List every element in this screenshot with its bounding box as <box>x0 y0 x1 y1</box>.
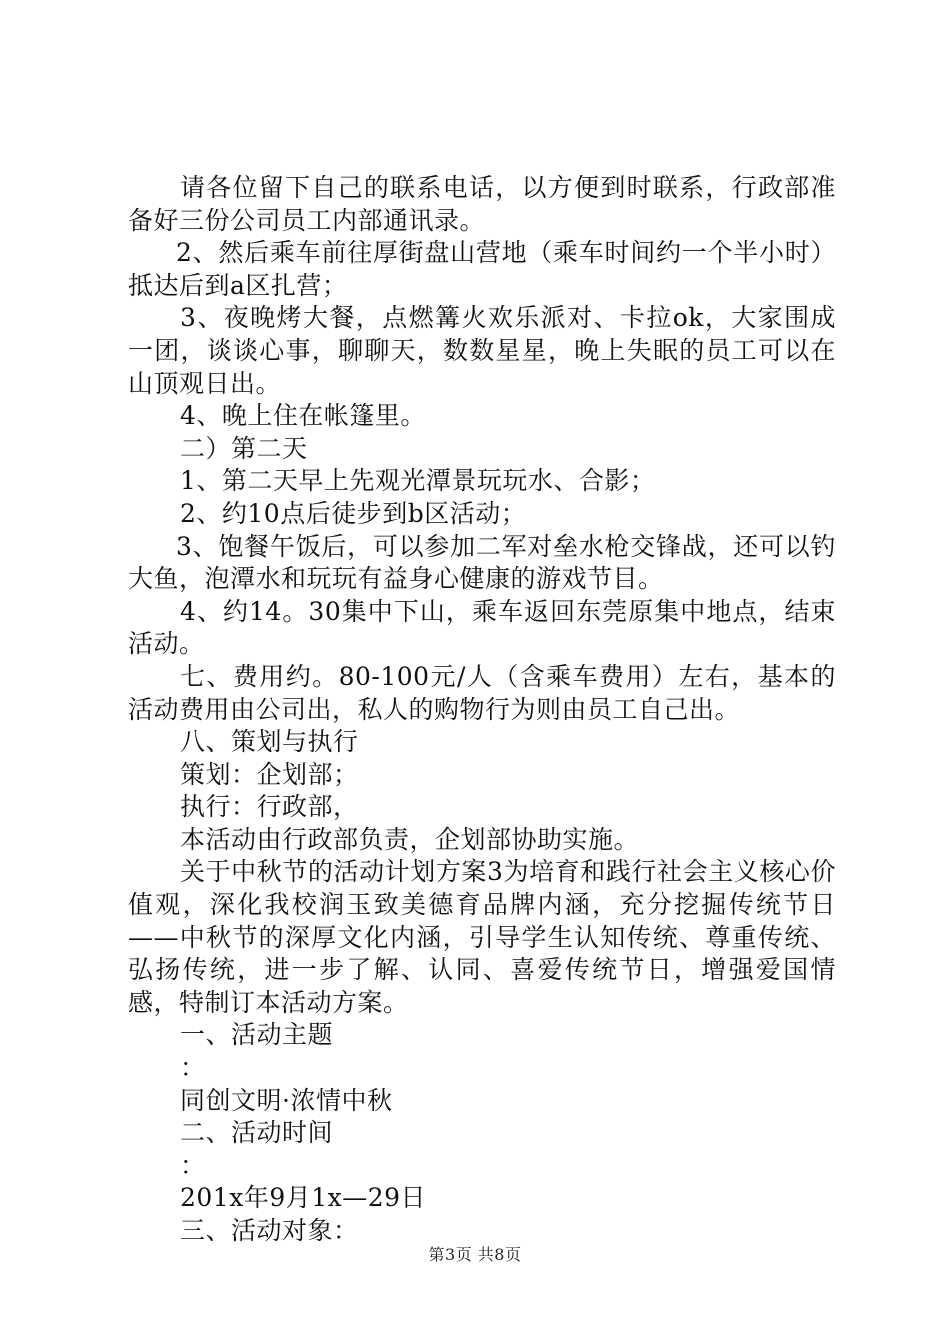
paragraph-responsibility: 本活动由行政部负责，企划部协助实施。 <box>180 824 640 854</box>
paragraph-day1-step3: 3、夜晚烤大餐，点燃篝火欢乐派对、卡拉ok，大家围成一团，谈谈心事，聊聊天，数数星星，晚上失眠的员工可以在山顶观日出。 <box>128 303 836 398</box>
heading-time: 二、活动时间 <box>180 1118 334 1148</box>
paragraph-day2-step3: 3、饱餐午饭后，可以参加二军对垒水枪交锋战，还可以钓大鱼，泡潭水和玩玩有益身心健康的游戏节目。 <box>128 531 836 594</box>
paragraph-plan3-intro: 关于中秋节的活动计划方案3为培育和践行社会主义核心价值观，深化我校润玉致美德育品牌内涵，充分挖掘传统节日——中秋节的深厚文化内涵，引导学生认知传统、尊重传统、弘扬传统，进一步了解、认同、喜爱传统节日，增强爱国情感，特制订本活动方案。 <box>128 857 836 1017</box>
paragraph-day2-step4: 4、约14。30集中下山，乘车返回东莞原集中地点，结束活动。 <box>128 596 836 659</box>
paragraph-day1-step2: 2、然后乘车前往厚街盘山营地（乘车时间约一个半小时）抵达后到a区扎营； <box>128 238 836 300</box>
paragraph-theme-colon: ： <box>180 1053 206 1083</box>
document-body <box>128 172 836 1248</box>
heading-audience: 三、活动对象： <box>180 1216 359 1245</box>
paragraph-planner: 策划：企划部； <box>180 759 359 789</box>
paragraph-cost: 七、费用约。80-100元/人（含乘车费用）左右，基本的活动费用由公司出，私人的购物行为则由员工自己出。 <box>128 661 836 724</box>
paragraph-time-value: 201x年9月1x—29日 <box>180 1183 427 1213</box>
paragraph-time-colon: ： <box>180 1150 206 1180</box>
heading-day2: 二）第二天 <box>180 433 308 463</box>
paragraph-executor: 执行：行政部， <box>180 792 359 822</box>
heading-planning: 八、策划与执行 <box>180 727 359 757</box>
page-number-footer: 第3页 共8页 <box>428 1245 522 1264</box>
heading-theme: 一、活动主题 <box>180 1020 334 1050</box>
paragraph-day2-step2: 2、约10点后徒步到b区活动； <box>180 498 527 528</box>
paragraph-day1-step4: 4、晚上住在帐篷里。 <box>180 401 426 431</box>
paragraph-day2-step1: 1、第二天早上先观光潭景玩玩水、合影； <box>180 466 656 496</box>
paragraph-contact: 请各位留下自己的联系电话，以方便到时联系，行政部准备好三份公司员工内部通讯录。 <box>128 173 836 235</box>
paragraph-theme-value: 同创文明·浓情中秋 <box>180 1085 393 1115</box>
